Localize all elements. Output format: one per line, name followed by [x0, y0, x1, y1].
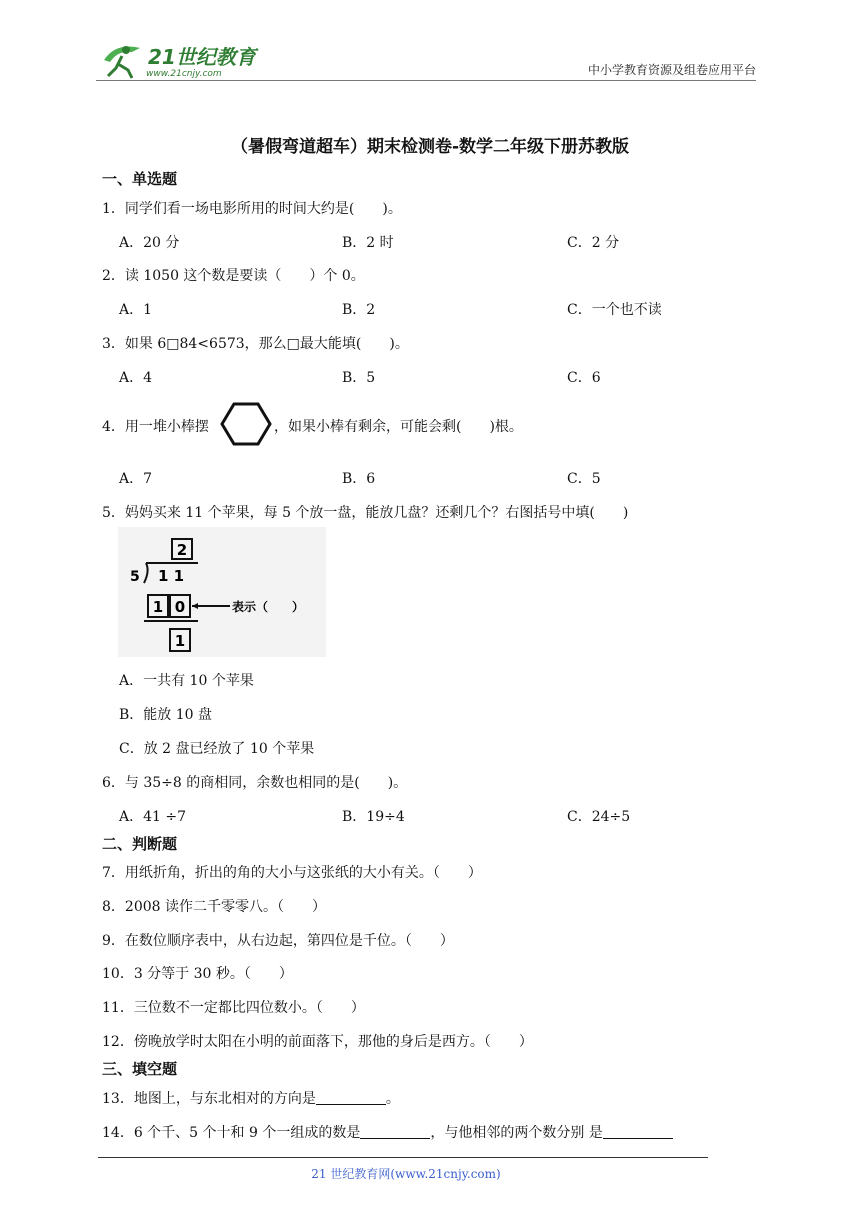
footer-divider — [98, 1157, 708, 1158]
question-6: 6．与 35÷8 的商相同，余数也相同的是( )。 — [102, 775, 408, 791]
section-heading-single-choice: 一、单选题 — [102, 170, 178, 188]
question-4-start: 4．用一堆小棒摆 — [102, 419, 209, 435]
question-12: 12．傍晚放学时太阳在小明的前面落下，那他的身后是西方。（ ） — [102, 1034, 533, 1050]
q4-option-a: A．7 — [119, 471, 153, 487]
q1-option-b: B．2 时 — [342, 235, 394, 251]
section-heading-true-false: 二、判断题 — [102, 835, 178, 853]
q4-option-b: B．6 — [342, 471, 376, 487]
question-4-end: ，如果小棒有剩余，可能会剩( )根。 — [274, 419, 523, 435]
q3-option-a: A．4 — [119, 370, 153, 386]
q2-option-c: C．一个也不读 — [567, 302, 662, 318]
question-10: 10．3 分等于 30 秒。（ ） — [102, 966, 293, 982]
hexagon-figure — [220, 401, 272, 447]
logo-text: 21世纪教育 — [148, 45, 256, 69]
question-5: 5．妈妈买来 11 个苹果，每 5 个放一盘，能放几盘？还剩几个？右图括号中填( ) — [102, 505, 629, 521]
question-8: 8．2008 读作二千零零八。（ ） — [102, 899, 326, 915]
site-logo — [96, 38, 266, 82]
q14-middle: ，与他相邻的两个数分别 是 — [430, 1125, 603, 1141]
q13-end: 。 — [385, 1091, 400, 1107]
long-division-figure — [118, 527, 326, 657]
section-heading-fill-in: 三、填空题 — [102, 1060, 178, 1078]
question-11: 11．三位数不一定都比四位数小。（ ） — [102, 1000, 365, 1016]
remainder-digit: 1 — [174, 632, 186, 650]
product-digit-tens: 1 — [152, 598, 164, 616]
q5-option-a: A．一共有 10 个苹果 — [119, 673, 254, 689]
q1-option-c: C．2 分 — [567, 235, 620, 251]
quotient-digit: 2 — [176, 541, 188, 559]
q14-text: 14．6 个千、5 个十和 9 个一组成的数是 — [102, 1125, 361, 1141]
q3-option-c: C．6 — [567, 370, 601, 386]
dividend-digits: 1 1 — [158, 567, 185, 585]
q6-option-a: A．41 ÷7 — [119, 809, 187, 825]
q14-answer-blank-2[interactable] — [603, 1124, 673, 1139]
question-2: 2．读 1050 这个数是要读（ ）个 0。 — [102, 268, 365, 284]
logo-url: www.21cnjy.com — [146, 69, 222, 79]
product-digit-ones: 0 — [174, 598, 186, 616]
q5-option-b: B．能放 10 盘 — [119, 707, 213, 723]
question-7: 7．用纸折角，折出的角的大小与这张纸的大小有关。（ ） — [102, 865, 482, 881]
header-slogan: 中小学教育资源及组卷应用平台 — [587, 63, 756, 77]
q6-option-b: B．19÷4 — [342, 809, 405, 825]
page-title: （暑假弯道超车）期末检测卷-数学二年级下册苏教版 — [230, 137, 630, 157]
q3-option-b: B．5 — [342, 370, 376, 386]
q14-answer-blank-1[interactable] — [360, 1124, 430, 1139]
question-9: 9．在数位顺序表中，从右边起，第四位是千位。（ ） — [102, 933, 454, 949]
divisor-digit: 5 — [130, 569, 140, 585]
header-divider — [96, 80, 756, 81]
question-14 — [102, 1122, 673, 1142]
question-1: 1．同学们看一场电影所用的时间大约是( )。 — [102, 201, 402, 217]
arrow-label: 表示（ ） — [232, 600, 305, 614]
q2-option-a: A．1 — [119, 302, 153, 318]
q13-answer-blank[interactable] — [316, 1090, 386, 1105]
q1-option-a: A．20 分 — [119, 235, 180, 251]
q4-option-c: C．5 — [567, 471, 601, 487]
q5-option-c: C．放 2 盘已经放了 10 个苹果 — [119, 741, 315, 757]
q6-option-c: C．24÷5 — [567, 809, 631, 825]
footer-text: 21 世纪教育网(www.21cnjy.com) — [311, 1167, 501, 1181]
q13-text: 13．地图上，与东北相对的方向是 — [102, 1091, 316, 1107]
question-13 — [102, 1088, 400, 1108]
question-3: 3．如果 6□84<6573，那么□最大能填( )。 — [102, 336, 409, 352]
q2-option-b: B．2 — [342, 302, 376, 318]
